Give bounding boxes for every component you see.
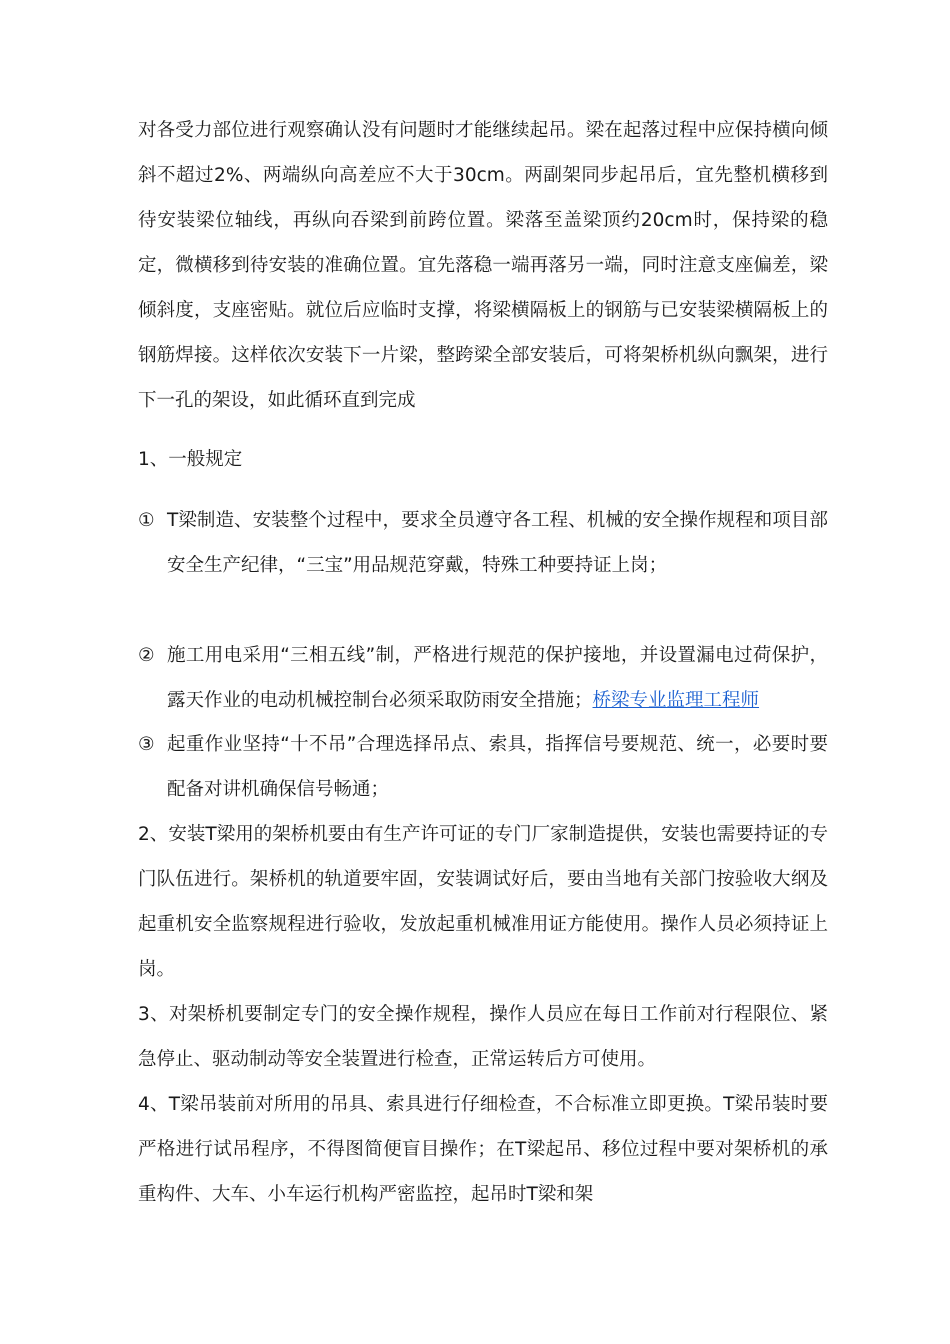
paragraph-3: 3、对架桥机要制定专门的安全操作规程，操作人员应在每日工作前对行程限位、紧急停止、驱动制动等安全装置进行检查，正常运转后方可使用。 [138,1004,828,1070]
list-marker: ① [138,510,155,531]
list-item-text: 施工用电采用“三相五线”制，严格进行规范的保护接地，并设置漏电过荷保护，露天作业的电动机械控制台必须采取防雨安全措施； [167,645,828,711]
paragraph-2: 2、安装T梁用的架桥机要由有生产许可证的专门厂家制造提供，安装也需要持证的专门队伍进行。架桥机的轨道要牢固，安装调试好后，要由当地有关部门按验收大纲及起重机安全监察规程进行验收，发放起重机械准用证方能使用。操作人员必须持证上岗。 [138,824,828,980]
list-item [138,498,828,588]
supervision-engineer-link[interactable]: 桥梁专业监理工程师 [592,690,760,711]
list-item-body [167,633,828,723]
list-item-text: T梁制造、安装整个过程中，要求全员遵守各工程、机械的安全操作规程和项目部安全生产纪律，“三宝”用品规范穿戴，特殊工种要持证上岗； [167,510,828,576]
section-heading: 1、一般规定 [138,449,243,470]
intro-paragraph: 对各受力部位进行观察确认没有问题时才能继续起吊。梁在起落过程中应保持横向倾斜不超过2%、两端纵向高差应不大于30cm。两副架同步起吊后，宜先整机横移到待安装梁位轴线，再纵向吞梁到前跨位置。梁落至盖梁顶约20cm时，保持梁的稳定，微横移到待安装的准确位置。宜先落稳一端再落另一端，同时注意支座偏差，梁倾斜度，支座密贴。就位后应临时支撑，将梁横隔板上的钢筋与已安装梁横隔板上的钢筋焊接。这样依次安装下一片梁，整跨梁全部安装后，可将架桥机纵向飘架，进行下一孔的架设，如此循环直到完成 [138,120,828,411]
list-marker: ③ [138,734,155,755]
list-item [138,633,828,723]
list-item-text: 起重作业坚持“十不吊”合理选择吊点、索具，指挥信号要规范、统一，必要时要配备对讲机确保信号畅通； [167,734,828,800]
list-item [138,722,828,812]
paragraph-4: 4、T梁吊装前对所用的吊具、索具进行仔细检查，不合标准立即更换。T梁吊装时要严格进行试吊程序，不得图简便盲目操作；在T梁起吊、移位过程中要对架桥机的承重构件、大车、小车运行机构严密监控，起吊时T梁和架 [138,1094,828,1205]
list-marker: ② [138,645,155,666]
